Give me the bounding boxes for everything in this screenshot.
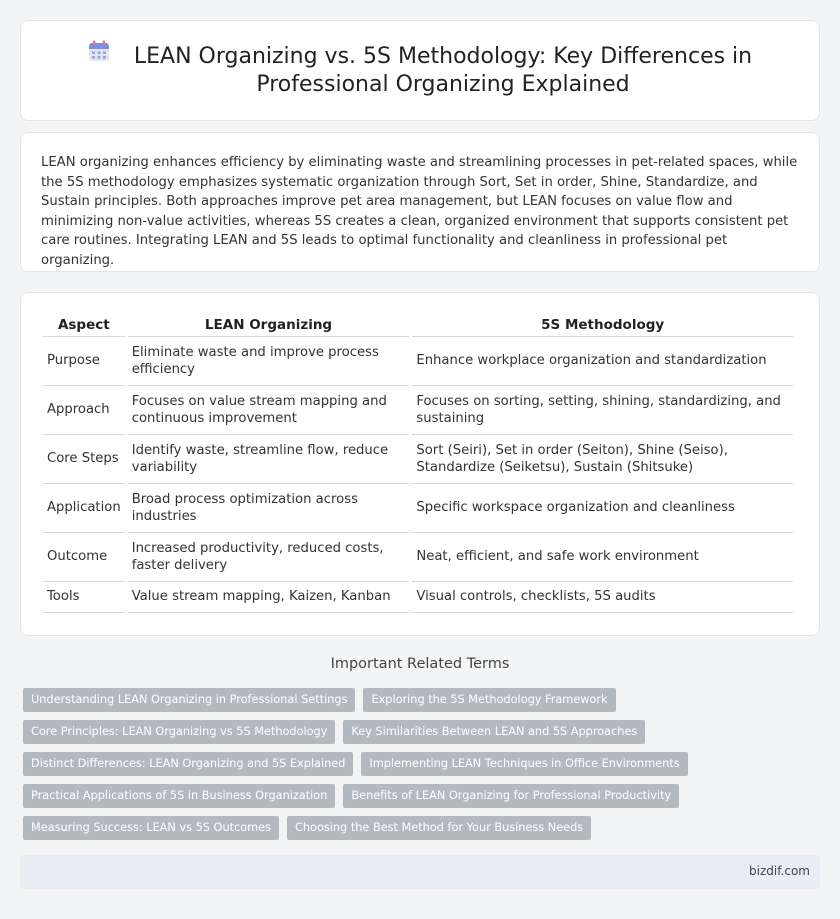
- related-term-link[interactable]: Practical Applications of 5S in Business Organization: [23, 784, 335, 808]
- related-term-link[interactable]: Exploring the 5S Methodology Framework: [363, 688, 615, 712]
- table-row: [43, 533, 793, 582]
- header-card: [20, 20, 820, 121]
- table-header-row: [43, 310, 793, 337]
- related-term-link[interactable]: Distinct Differences: LEAN Organizing and 5S Explained: [23, 752, 353, 776]
- related-term-link[interactable]: Key Similarities Between LEAN and 5S Approaches: [343, 720, 645, 744]
- intro-card: [20, 132, 820, 272]
- row-5s-cell: Enhance workplace organization and standardization: [412, 337, 793, 386]
- row-5s-cell: Sort (Seiri), Set in order (Seiton), Shine (Seiso), Standardize (Seiketsu), Sustain (Shitsuke): [412, 435, 793, 484]
- row-aspect-cell: Application: [43, 484, 125, 533]
- footer-brand-link[interactable]: bizdif.com: [749, 864, 810, 878]
- row-lean-cell: Value stream mapping, Kaizen, Kanban: [128, 582, 410, 613]
- row-aspect-cell: Approach: [43, 386, 125, 435]
- related-terms-list: [23, 688, 723, 848]
- page-title: LEAN Organizing vs. 5S Methodology: Key Differences in Professional Organizing Explained: [133, 43, 753, 97]
- row-lean-cell: Broad process optimization across industries: [128, 484, 410, 533]
- related-term-link[interactable]: Measuring Success: LEAN vs 5S Outcomes: [23, 816, 279, 840]
- footer-bar: [20, 855, 820, 889]
- table-row: [43, 435, 793, 484]
- intro-paragraph: LEAN organizing enhances efficiency by eliminating waste and streamlining processes in pet-related spaces, while the 5S methodology emphasizes systematic organization through Sort, Set in order, Shine, Standardize, and Sustain principles. Both approaches improve pet area management, but LEAN focuses on value flow and minimizing non-value activities, whereas 5S creates a clean, organized environment that supports consistent pet care routines. Integrating LEAN and 5S leads to optimal functionality and cleanliness in professional pet organizing.: [41, 155, 798, 268]
- row-lean-cell: Identify waste, streamline flow, reduce variability: [128, 435, 410, 484]
- table-row: [43, 582, 793, 613]
- related-term-link[interactable]: Choosing the Best Method for Your Business Needs: [287, 816, 591, 840]
- row-lean-cell: Eliminate waste and improve process efficiency: [128, 337, 410, 386]
- row-aspect-cell: Tools: [43, 582, 125, 613]
- row-lean-cell: Focuses on value stream mapping and continuous improvement: [128, 386, 410, 435]
- row-5s-cell: Visual controls, checklists, 5S audits: [412, 582, 793, 613]
- row-5s-cell: Neat, efficient, and safe work environment: [412, 533, 793, 582]
- related-term-link[interactable]: Core Principles: LEAN Organizing vs 5S Methodology: [23, 720, 335, 744]
- row-5s-cell: Specific workspace organization and cleanliness: [412, 484, 793, 533]
- related-terms-heading: Important Related Terms: [330, 656, 510, 672]
- calendar-icon: [87, 39, 111, 63]
- row-5s-cell: Focuses on sorting, setting, shining, standardizing, and sustaining: [412, 386, 793, 435]
- row-aspect-cell: Purpose: [43, 337, 125, 386]
- column-header-aspect: Aspect: [43, 310, 125, 337]
- table-row: [43, 484, 793, 533]
- column-header-lean: LEAN Organizing: [128, 310, 410, 337]
- comparison-table-card: [20, 292, 820, 636]
- related-term-link[interactable]: Implementing LEAN Techniques in Office Environments: [361, 752, 687, 776]
- row-aspect-cell: Core Steps: [43, 435, 125, 484]
- row-aspect-cell: Outcome: [43, 533, 125, 582]
- comparison-table: [40, 310, 796, 613]
- table-row: [43, 337, 793, 386]
- related-term-link[interactable]: Understanding LEAN Organizing in Professional Settings: [23, 688, 355, 712]
- related-term-link[interactable]: Benefits of LEAN Organizing for Professional Productivity: [343, 784, 679, 808]
- column-header-5s: 5S Methodology: [412, 310, 793, 337]
- table-row: [43, 386, 793, 435]
- row-lean-cell: Increased productivity, reduced costs, faster delivery: [128, 533, 410, 582]
